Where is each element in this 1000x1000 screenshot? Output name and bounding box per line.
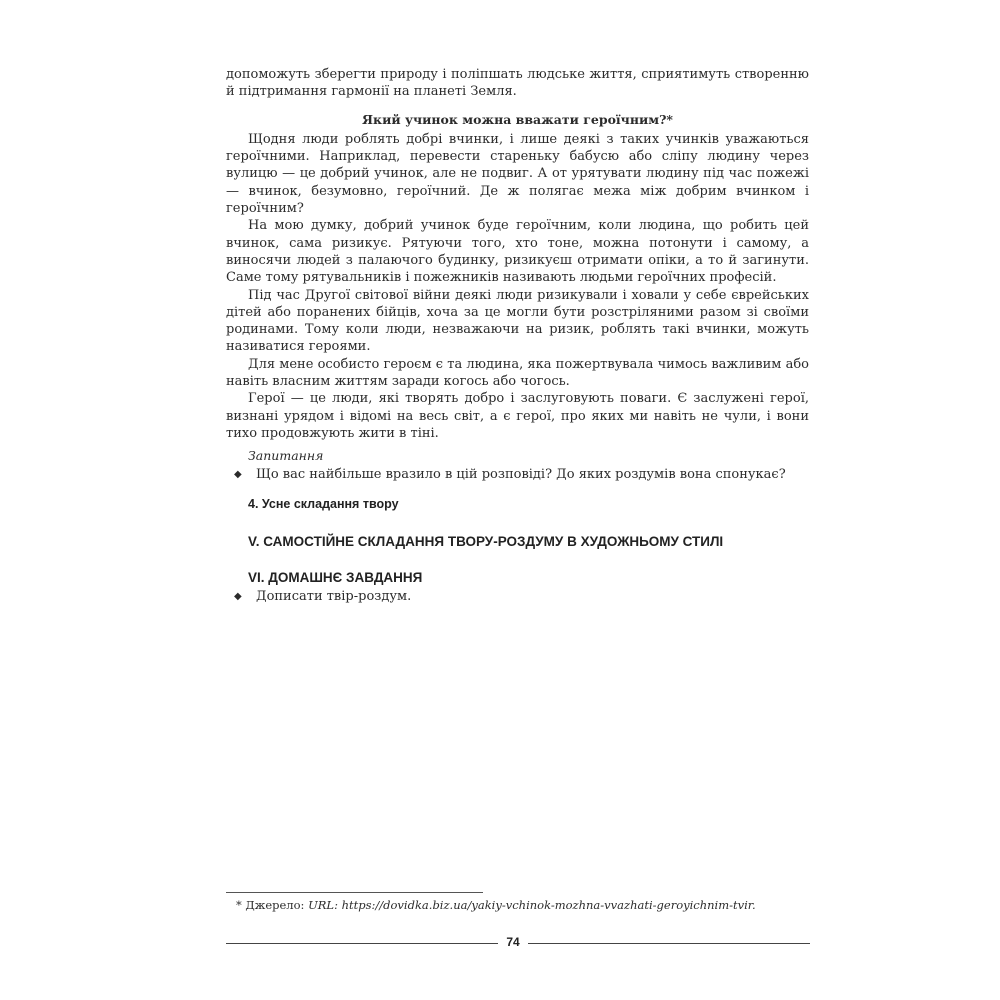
footnote-url-label: URL: xyxy=(308,898,338,912)
question-text: Що вас найбільше вразило в цій розповіді? До яких роздумів вона спонукає? xyxy=(256,466,786,482)
story-paragraph: Щодня люди роблять добрі вчинки, і лише деякі з таких учинків уважаються героїчними. Наприклад, перевести стареньку бабусю або сліпу людину через вулицю — це добрий учинок, але не подвиг. А от урятувати людину під час пожежі — вчинок, безумовно, героїчний. Де ж полягає межа між добрим вчинком і героїчним? xyxy=(226,131,809,217)
diamond-bullet-icon: ◆ xyxy=(234,468,242,480)
diamond-bullet-icon: ◆ xyxy=(234,590,242,602)
story-paragraph: На мою думку, добрий учинок буде героїчним, коли людина, що робить цей вчинок, сама ризикує. Рятуючи того, хто тоне, можна потонути і самому, а виносячи людей з палаючого будинку, ризикуєш отримати опіки, а то й загинути. Саме тому рятувальників і пожежників називають людьми героїчних професій. xyxy=(226,218,809,286)
story-title: Який учинок можна вважати героїчним?* xyxy=(362,111,673,127)
footer-rule-right xyxy=(528,943,810,944)
homework-text: Дописати твір-роздум. xyxy=(256,588,412,604)
footnote-url: https://dovidka.biz.ua/yakiy-vchinok-mozhna-vvazhati-geroyichnim-tvir. xyxy=(341,898,756,912)
page-content xyxy=(226,66,809,605)
story-paragraph: Для мене особисто героєм є та людина, яка пожертвувала чимось важливим або навіть власним життям заради когось або чогось. xyxy=(226,356,809,390)
footnote-marker: * xyxy=(236,898,242,912)
question-item xyxy=(226,466,809,483)
paragraph-continuation: допоможуть зберегти природу і поліпшать людське життя, сприятимуть створенню й підтримання гармонії на планеті Земля. xyxy=(226,67,809,100)
homework-item xyxy=(226,588,809,605)
section-heading-homework: VI. ДОМАШНЄ ЗАВДАННЯ xyxy=(248,570,423,586)
subheading-oral-composition: 4. Усне складання твору xyxy=(248,496,399,511)
footnote-label: Джерело: xyxy=(245,898,305,912)
page-number: 74 xyxy=(506,935,520,949)
story-paragraph: Під час Другої світової війни деякі люди ризикували і ховали у себе єврейських дітей або поранених бійців, хоча за це могли бути розстріляними разом зі своїми родинами. Тому коли люди, незважаючи на ризик, роблять такі вчинки, можуть називатися героями. xyxy=(226,287,809,355)
story-paragraph: Герої — це люди, які творять добро і заслуговують поваги. Є заслужені герої, визнані урядом і відомі на весь світ, а є герої, про яких ми навіть не чули, і вони тихо продовжують жити в тіні. xyxy=(226,391,809,441)
questions-label: Запитання xyxy=(248,448,324,464)
footnote xyxy=(236,898,816,912)
footnote-divider xyxy=(226,892,483,893)
section-heading-independent-writing: V. САМОСТІЙНЕ СКЛАДАННЯ ТВОРУ-РОЗДУМУ В ХУДОЖНЬОМУ СТИЛІ xyxy=(248,534,724,550)
footer-rule-left xyxy=(226,943,498,944)
